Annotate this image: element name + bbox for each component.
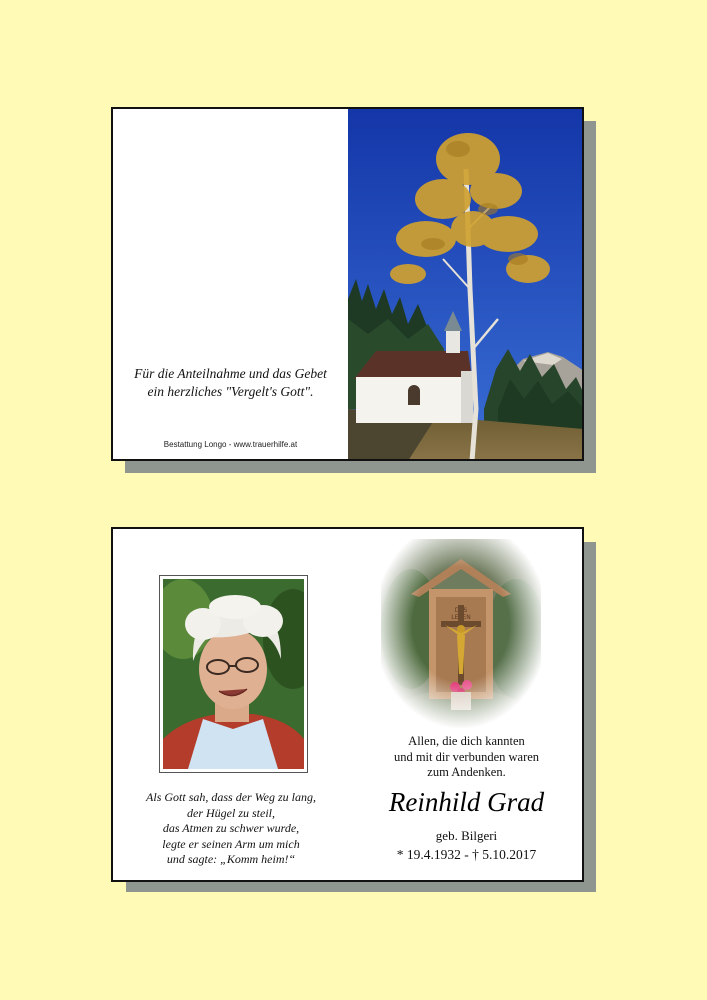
wayside-shrine-image — [381, 539, 541, 729]
poem-line: legte er seinen Arm um mich — [162, 836, 300, 851]
portrait-photo — [163, 579, 304, 769]
memorial-card — [111, 527, 584, 882]
deceased-name: Reinhild Grad — [388, 787, 545, 817]
dedication — [349, 734, 584, 781]
poem-line: das Atmen zu schwer wurde, — [162, 821, 300, 835]
portrait-frame — [159, 575, 308, 773]
chapel-landscape-photo — [348, 109, 584, 461]
thank-you-card — [111, 107, 584, 461]
poem-line: der Hügel zu steil, — [187, 805, 275, 820]
thanks-line: Für die Anteilnahme und das Gebet — [134, 366, 327, 381]
life-dates: * 19.4.1932 - † 5.10.2017 — [396, 847, 537, 862]
poem-line: und sagte: „Komm heim!“ — [166, 852, 296, 866]
maiden-name: geb. Bilgeri — [435, 828, 498, 843]
dedication-line: Allen, die dich kannten — [408, 734, 525, 748]
poem — [113, 790, 349, 868]
thanks-line: ein herzliches "Vergelt's Gott". — [147, 384, 314, 399]
dedication-line: und mit dir verbunden waren — [393, 749, 540, 764]
thanks-text — [113, 365, 348, 401]
dedication-line: zum Andenken. — [427, 765, 506, 779]
poem-line: Als Gott sah, dass der Weg zu lang, — [146, 790, 316, 804]
funeral-home-imprint: Bestattung Longo - www.trauerhilfe.at — [163, 440, 298, 449]
